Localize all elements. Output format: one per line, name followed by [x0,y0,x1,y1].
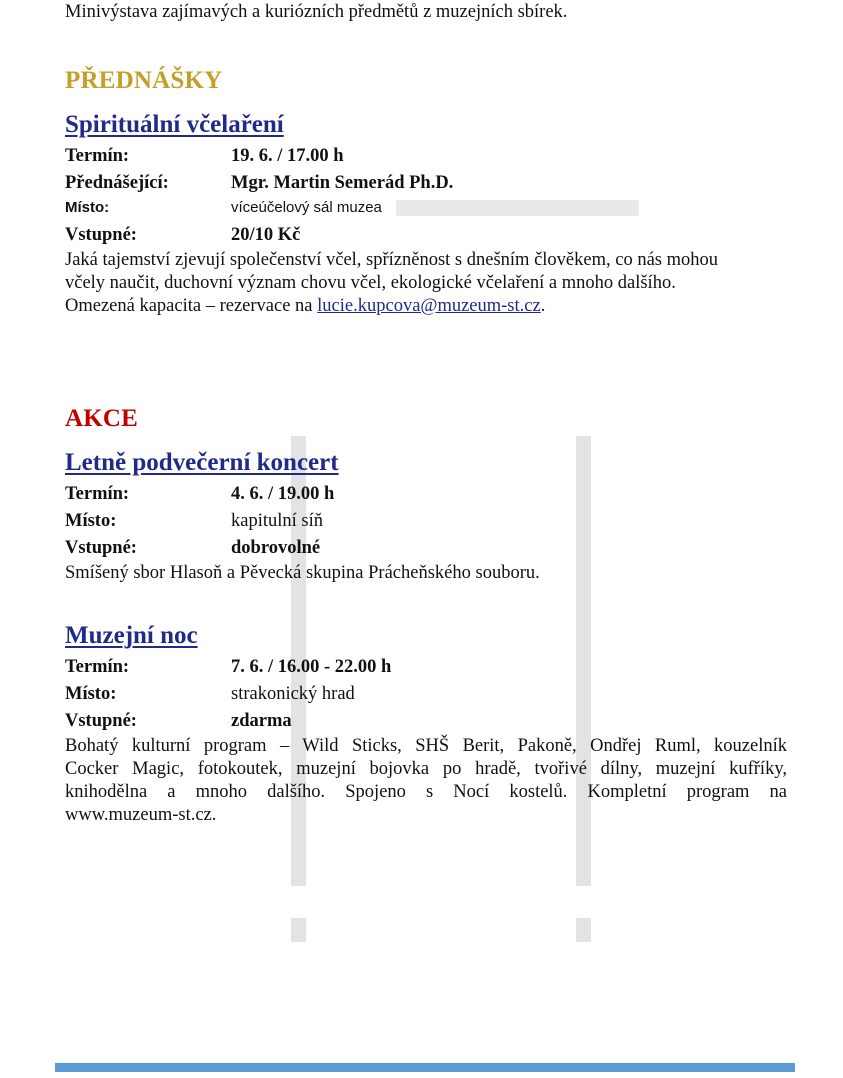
reservation-line [65,295,787,318]
row-value: 7. 6. / 16.00 - 22.00 h [231,657,392,677]
scan-highlight-bar [396,200,639,216]
lecture-description [65,249,787,318]
row-label: Přednášející: [65,173,169,193]
row-label: Termín: [65,484,130,504]
row-value: víceúčelový sál muzea [231,199,382,216]
section-heading-lectures: PŘEDNÁŠKY [65,67,223,94]
row-label: Místo: [65,684,117,704]
row-label: Vstupné: [65,711,137,731]
event-description-concert [65,562,787,585]
reservation-prefix: Omezená kapacita – rezervace na [65,296,318,316]
row-label: Místo: [65,199,110,216]
section-heading-events: AKCE [65,405,139,432]
row-value: dobrovolné [231,538,321,558]
row-value: kapitulní síň [231,511,323,531]
reservation-suffix: . [540,296,546,316]
description-line: Smíšený sbor Hlasoň a Pěvecká skupina Prácheňského souboru. [65,563,540,583]
description-line: Jaká tajemství zjevují společenství včel, spřízněnost s dnešním člověkem, co nás mohou [65,250,719,270]
row-value: zdarma [231,711,292,731]
row-value: 4. 6. / 19.00 h [231,484,335,504]
intro-text: Minivýstava zajímavých a kuriózních předmětů z muzejních sbírek. [65,2,568,22]
description-line: knihodělna a mnoho dalšího. Spojeno s Nocí kostelů. Kompletní program na [65,782,787,802]
event-title-museum-night: Muzejní noc [65,622,198,649]
footer-divider-bar [55,1063,795,1072]
description-line: včely naučit, duchovní význam chovu včel, ekologické včelaření a mnoho dalšího. [65,273,676,293]
event-title-concert: Letně podvečerní koncert [65,449,339,476]
row-value: strakonický hrad [231,684,355,704]
scan-artifact-bar [291,918,306,942]
row-label: Vstupné: [65,225,137,245]
description-line: www.muzeum-st.cz. [65,805,217,825]
description-line: Bohatý kulturní program – Wild Sticks, SHŠ Berit, Pakoně, Ondřej Ruml, kouzelník [65,736,787,756]
row-value: Mgr. Martin Semerád Ph.D. [231,173,454,193]
row-label: Termín: [65,657,130,677]
event-description-museum-night [65,735,787,827]
reservation-email-link[interactable]: lucie.kupcova@muzeum-st.cz [317,296,541,316]
row-label: Místo: [65,511,117,531]
row-value: 20/10 Kč [231,225,301,245]
row-label: Vstupné: [65,538,137,558]
lecture-title: Spirituální včelaření [65,111,284,138]
scan-artifact-bar [576,918,591,942]
row-value: 19. 6. / 17.00 h [231,146,344,166]
row-label: Termín: [65,146,130,166]
description-line: Cocker Magic, fotokoutek, muzejní bojovka po hradě, tvořivé dílny, muzejní kufříky, [65,759,787,779]
